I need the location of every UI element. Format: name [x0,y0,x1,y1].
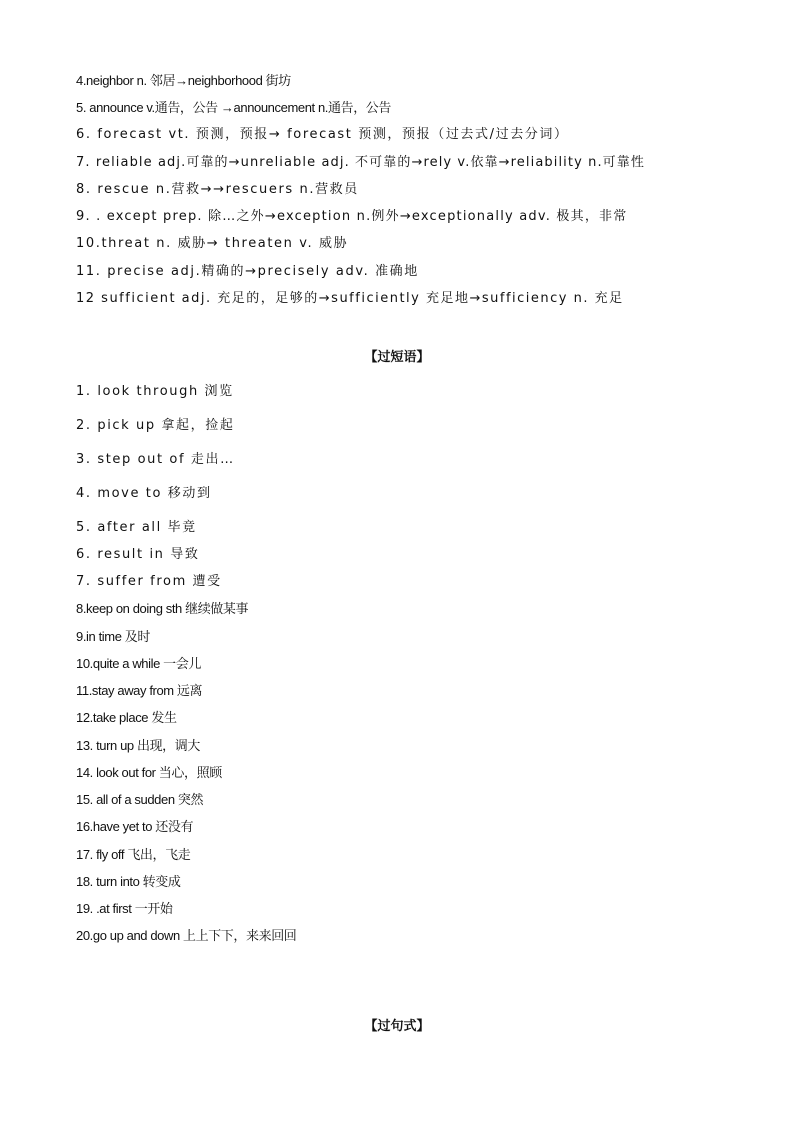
vocab-item-7: 7. reliable adj.可靠的→unreliable adj. 不可靠的→rely v.依靠→reliability n.可靠性 [76,155,645,170]
phrase-item-12: 12.take place 发生 [76,710,177,725]
phrase-item-9: 9.in time 及时 [76,629,150,644]
vocab-item-9: 9. . except prep. 除…之外→exception n.例外→exceptionally adv. 极其，非常 [76,209,628,224]
phrase-item-7: 7. suffer from 遭受 [76,574,222,589]
vocab-item-8: 8. rescue n.营救→→rescuers n.营救员 [76,182,359,197]
phrase-item-10: 10.quite a while 一会儿 [76,656,201,671]
phrase-item-2: 2. pick up 拿起，捡起 [76,418,235,433]
phrase-item-16: 16.have yet to 还没有 [76,819,194,834]
vocab-item-6: 6. forecast vt. 预测，预报→ forecast 预测，预报（过去式/过去分词） [76,127,569,142]
vocab-item-4: 4.neighbor n. 邻居→neighborhood 街坊 [76,73,291,88]
phrase-item-1: 1. look through 浏览 [76,384,234,399]
vocab-item-10: 10.threat n. 威胁→ threaten v. 威胁 [76,236,349,251]
phrase-item-15: 15. all of a sudden 突然 [76,792,204,807]
phrase-item-17: 17. fly off 飞出，飞走 [76,847,191,862]
phrase-item-20: 20.go up and down 上上下下，来来回回 [76,928,297,943]
phrase-item-13: 13. turn up 出现，调大 [76,738,200,753]
vocab-item-5: 5. announce v.通告，公告 →announcement n.通告，公告 [76,100,391,115]
vocab-item-11: 11. precise adj.精确的→precisely adv. 准确地 [76,264,419,279]
sentence-section-heading: 【过句式】 [364,1019,430,1034]
phrase-item-11: 11.stay away from 远离 [76,683,203,698]
phrase-item-5: 5. after all 毕竟 [76,520,197,535]
phrase-item-6: 6. result in 导致 [76,547,200,562]
phrase-item-3: 3. step out of 走出… [76,452,235,467]
phrase-item-4: 4. move to 移动到 [76,486,212,501]
phrase-item-14: 14. look out for 当心，照顾 [76,765,222,780]
phrase-item-8: 8.keep on doing sth 继续做某事 [76,601,249,616]
phrase-section-heading: 【过短语】 [364,350,430,365]
vocab-item-12: 12 sufficient adj. 充足的，足够的→sufficiently 充足地→sufficiency n. 充足 [76,291,624,306]
phrase-item-19: 19. .at first 一开始 [76,901,173,916]
phrase-item-18: 18. turn into 转变成 [76,874,181,889]
